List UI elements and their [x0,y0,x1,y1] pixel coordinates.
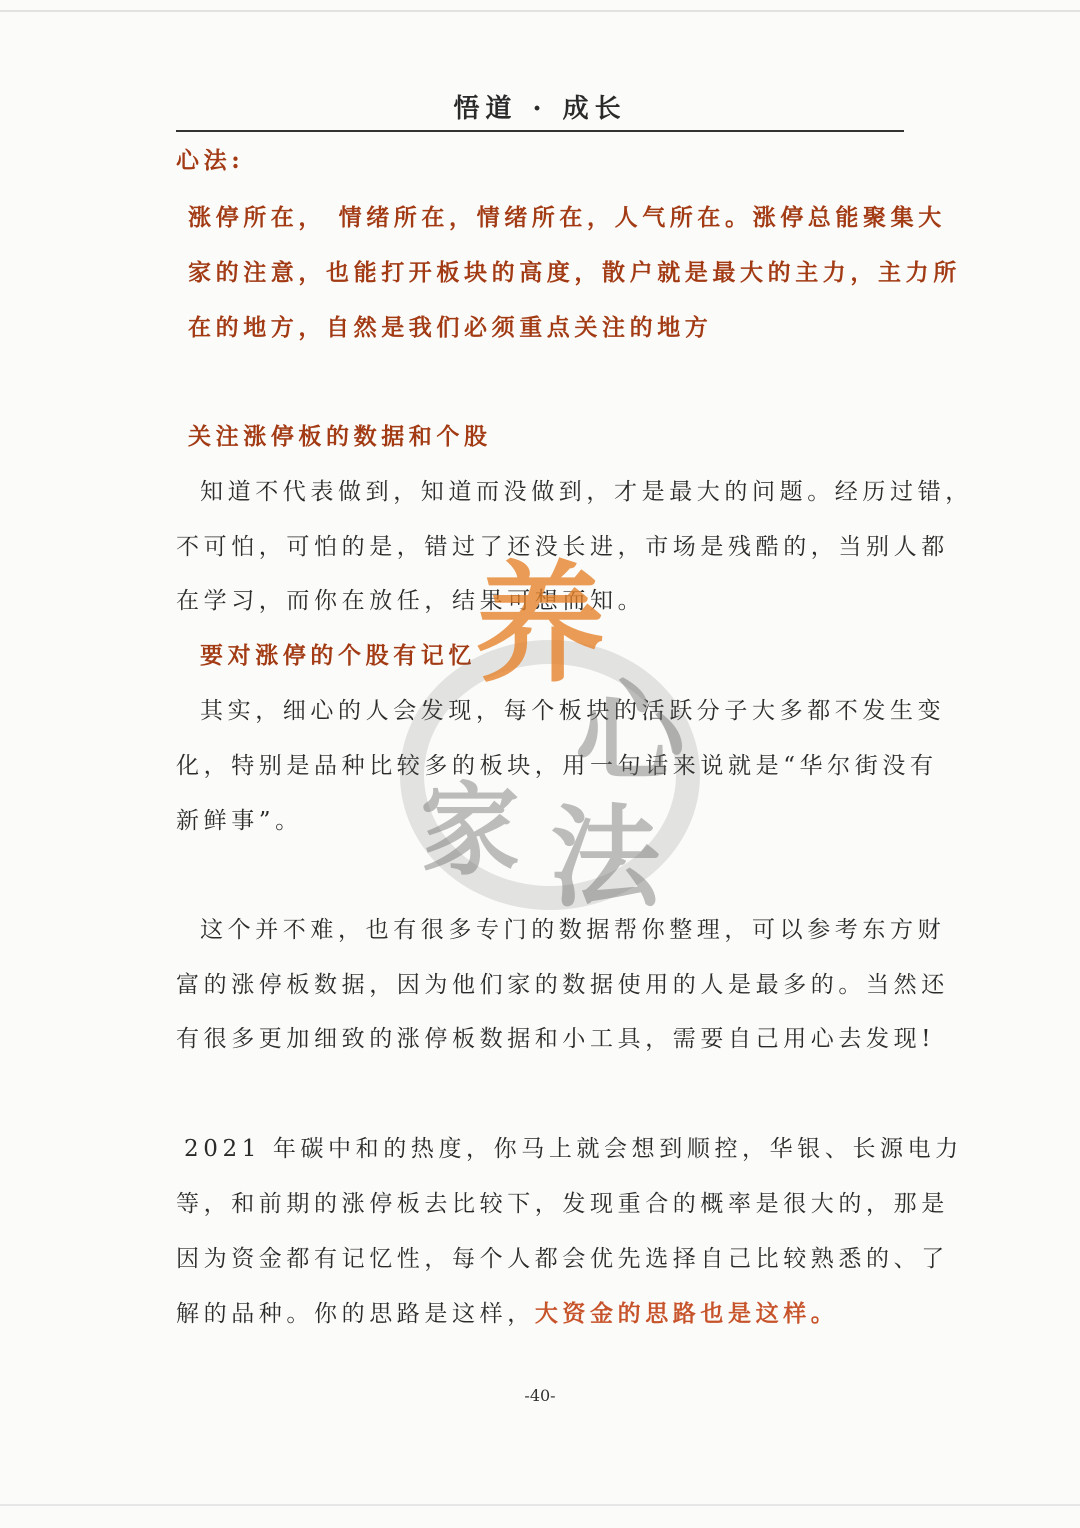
watermark-char-2: 心 [575,668,685,797]
page-number: -40- [524,1386,556,1405]
page-header-title: 悟道 · 成长 [453,94,627,124]
heading-remember-stocks: 要对涨停的个股有记忆 [200,642,476,669]
scan-top-edge [0,10,1080,12]
para4-line-4 [176,1299,904,1329]
watermark-char-3: 家 [420,771,520,889]
para2-line-3: 新鲜事”。 [176,808,303,834]
para2-line-1: 其实，细心的人会发现，每个板块的活跃分子大多都不发生变 [200,698,946,724]
para1-line-2: 不可怕，可怕的是，错过了还没长进，市场是残酷的，当别人都 [176,534,949,560]
para4-line-2: 等，和前期的涨停板去比较下，发现重合的概率是很大的，那是 [176,1191,949,1217]
para4-line-3: 因为资金都有记忆性，每个人都会优先选择自己比较熟悉的、了 [176,1246,949,1272]
heading-focus-limit-up: 关注涨停板的数据和个股 [188,423,492,450]
para3-line-3: 有很多更加细致的涨停板数据和小工具，需要自己用心去发现! [176,1026,936,1052]
para3-line-1: 这个并不难，也有很多专门的数据帮你整理，可以参考东方财 [200,917,946,943]
para2-line-2: 化，特别是品种比较多的板块，用一句话来说就是“华尔街没有 [176,753,938,779]
xinfa-line-3: 在的地方，自然是我们必须重点关注的地方 [188,314,713,341]
para1-line-3: 在学习，而你在放任，结果可想而知。 [176,588,646,614]
para3-line-2: 富的涨停板数据，因为他们家的数据使用的人是最多的。当然还 [176,972,949,998]
para1-line-1: 知道不代表做到，知道而没做到，才是最大的问题。经历过错， [200,479,973,505]
watermark-char-4: 法 [550,793,660,922]
xinfa-line-2: 家的注意，也能打开板块的高度，散户就是最大的主力，主力所 [188,259,961,286]
watermark-char-1: 养 [475,547,606,700]
para4-line-1: 2021 年碳中和的热度，你马上就会想到顺控，华银、长源电力 [184,1136,963,1162]
scan-bottom-edge [0,1504,1080,1506]
para4-line-4-text: 解的品种。你的思路是这样， [176,1301,535,1327]
header-divider [176,130,904,132]
para4-highlight: 大资金的思路也是这样。 [534,1300,839,1327]
xinfa-line-1: 涨停所在， 情绪所在，情绪所在，人气所在。涨停总能聚集大 [188,204,946,231]
xinfa-label: 心法: [176,147,245,174]
